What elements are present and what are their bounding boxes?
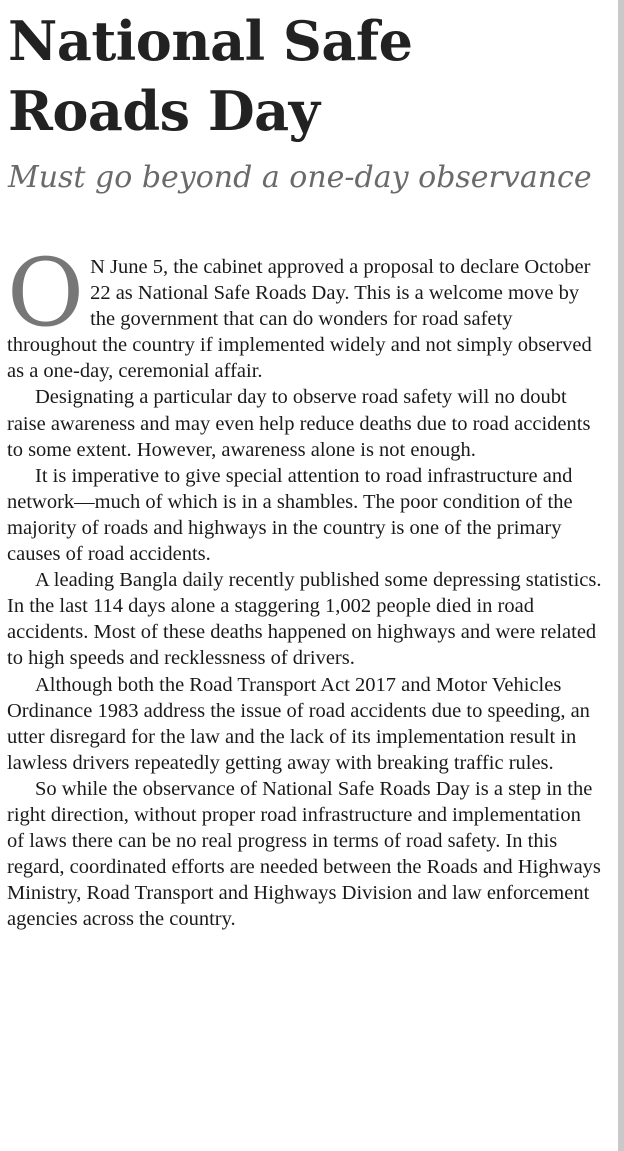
subheadline: Must go beyond a one-day observance [8, 160, 592, 195]
paragraph-3: It is imperative to give special attention to road infrastructure and network—much of which is in a shambles. The poor condition of the majority of roads and highways in the country is one of the primary causes of road accidents. [7, 464, 573, 566]
paragraph-6: So while the observance of National Safe Roads Day is a step in the right direction, without proper road infrastructure and implementation of laws there can be no real progress in terms of road safety. In this regard, coordinated efforts are needed between the Roads and Highways Ministry, Road Transport and Highways Division and law enforcement agencies across the country. [7, 777, 601, 931]
paragraph-1 [7, 239, 602, 384]
paragraph-5: Although both the Road Transport Act 2017 and Motor Vehicles Ordinance 1983 address the issue of road accidents due to speeding, an utter disregard for the law and the lack of its implementation result in lawless drivers repeatedly getting away with breaking traffic rules. [7, 673, 590, 774]
paragraph-2: Designating a particular day to observe road safety will no doubt raise awareness and may even help reduce deaths due to road accidents to some extent. However, awareness alone is not enough. [7, 386, 591, 461]
headline: National Safe Roads Day [8, 9, 413, 143]
paragraph-1-text: N June 5, the cabinet approved a proposal to declare October 22 as National Safe Roads Day. This is a welcome move by the government that can do wonders for road safety throughout the country if implemented widely and not simply observed as a one-day, ceremonial affair. [7, 256, 592, 383]
article-body [7, 239, 602, 932]
drop-cap: O [7, 239, 85, 348]
paragraph-4: A leading Bangla daily recently published some depressing statistics. In the last 114 days alone a staggering 1,002 people died in road accidents. Most of these deaths happened on highways and were related to high speeds and recklessness of drivers. [7, 569, 602, 670]
